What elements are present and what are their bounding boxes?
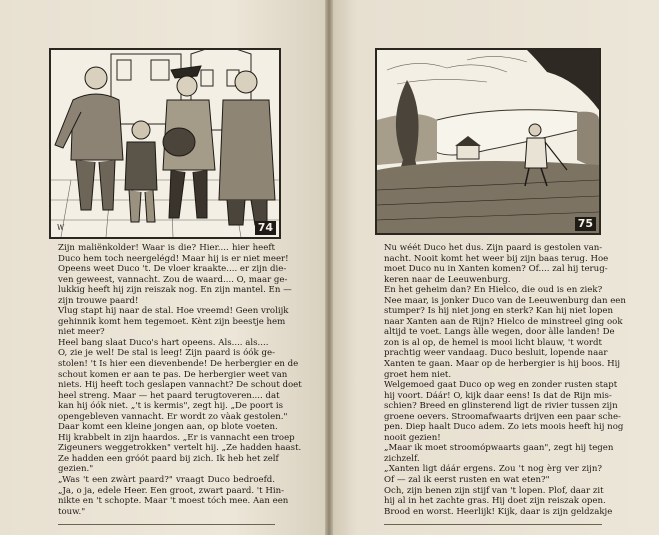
text-line: Vlug stapt hij naar de stal. Hoe vreemd! Geen vrolijk bbox=[58, 306, 289, 317]
text-line: Duco hem toch neergelégd! Maar hij is er niet meer! bbox=[58, 253, 289, 264]
text-line: „Maar ik moet stroomópwaarts gaan", zegt hij tegen bbox=[384, 443, 614, 454]
book-gutter bbox=[325, 0, 333, 535]
text-line: Nu wéét Duco het dus. Zijn paard is gestolen van- bbox=[384, 243, 603, 253]
text-line: schout komen er aan te pas. De herbergier weet van bbox=[58, 369, 288, 380]
text-line: Zijn maliënkolder! Waar is die? Hier.... hier heeft bbox=[58, 243, 275, 253]
plate-number: 75 bbox=[575, 217, 596, 231]
text-line: nikte en 't schopte. Maar 't moest tóch mee. Aan een bbox=[58, 496, 289, 507]
text-line: pen. Diep haalt Duco adem. Zo iets moois heeft hij nog bbox=[384, 422, 624, 433]
text-line: Welgemoed gaat Duco op weg en zonder rusten stapt bbox=[384, 380, 618, 391]
text-line: touw." bbox=[58, 506, 86, 517]
street-scene-drawing bbox=[51, 50, 279, 237]
text-line: En het geheim dan? En Hielco, die oud is en ziek? bbox=[384, 285, 603, 296]
text-line: Ze hadden een gróót paard bij zich. Ik heb het zelf bbox=[58, 453, 279, 464]
text-line: naar Xanten aan de Rijn? Hielco de minstreel ging ook bbox=[384, 316, 623, 327]
text-line: Zigeuners weggetrokken" vertelt hij. „Ze hadden haast. bbox=[58, 443, 302, 454]
text-line: Opeens weet Duco 't. De vloer kraakte.... er zijn die- bbox=[58, 264, 287, 275]
text-line: Och, zijn benen zijn stijf van 't lopen. Plof, daar zit bbox=[384, 485, 604, 496]
text-line: „Was 't een zwàrt paard?" vraagt Duco bedroefd. bbox=[58, 475, 275, 486]
text-line: stolen! 't Is hier een dievenbende! De herbergier en de bbox=[58, 359, 299, 370]
text-line: gehinnik komt hem tegemoet. Kènt zijn beestje hem bbox=[58, 316, 286, 327]
text-line: niet meer? bbox=[58, 327, 105, 338]
text-line: Nee maar, is jonker Duco van de Leeuwenburg dan een bbox=[384, 295, 626, 306]
text-line: zon is al op, de hemel is mooi licht blauw, 't wordt bbox=[384, 337, 602, 348]
text-line: Xanten te gaan. Maar op de herbergier is hij boos. Hij bbox=[384, 359, 621, 370]
text-line: Brood en worst. Heerlijk! Kijk, daar is zijn geldzakje bbox=[384, 506, 613, 517]
text-line: O, zie je wel! De stal is leeg! Zijn paard is óók ge- bbox=[58, 348, 275, 359]
text-line: groene oevers. Stroomafwaarts drijven een paar sche- bbox=[384, 411, 621, 422]
text-line: keren naar de Leeuwenburg. bbox=[384, 274, 511, 285]
text-line: zijn trouwe paard! bbox=[58, 295, 139, 306]
text-line: groet hem niet. bbox=[384, 369, 452, 380]
text-line: altijd te voet. Langs àlle wegen, door àlle landen! De bbox=[384, 327, 615, 338]
text-line: nacht. Nooit komt het weer bij zijn baas terug. Hoe bbox=[384, 253, 609, 264]
text-line: Of — zal ik eerst rusten en wat eten?" bbox=[384, 475, 550, 486]
text-line: ven geweest, vannacht. Zou de waard.... O, maar ge- bbox=[58, 274, 288, 285]
text-line: nooit gezien! bbox=[384, 432, 441, 443]
text-line: kan hij óók niet. „'t is kermis", zegt hij. „De poort is bbox=[58, 401, 284, 412]
text-line: „Xanten ligt dáár ergens. Zou 't nog èrg ver zijn? bbox=[384, 464, 602, 475]
text-line: stumper? Is hij niet jong en sterk? Kan hij niet lopen bbox=[384, 306, 614, 317]
text-line: moet Duco nu in Xanten komen? Of.... zal hij terug- bbox=[384, 264, 608, 275]
text-line: gezien." bbox=[58, 464, 94, 475]
text-line: lukkig heeft hij zijn reiszak nog. En zijn mantel. En — bbox=[58, 285, 292, 296]
river-landscape-drawing bbox=[377, 50, 599, 233]
illustration-plate-74 bbox=[49, 48, 281, 239]
left-page-bottom-rule bbox=[58, 524, 275, 525]
text-line: heel streng. Maar — het paard terugtoveren.... dat bbox=[58, 390, 280, 401]
text-line: hij al in het zachte gras. Hij doet zijn reiszak open. bbox=[384, 496, 606, 507]
text-line: Hij krabbelt in zijn haardos. „Er is vannacht een troep bbox=[58, 432, 295, 443]
right-page-bottom-rule bbox=[384, 524, 602, 525]
text-line: schien? Breed en glinsterend ligt de rivier tussen zijn bbox=[384, 401, 618, 412]
text-line: hij voort. Dáár! O, kijk daar eens! Is dat de Rijn mis- bbox=[384, 390, 612, 401]
right-page-text bbox=[384, 243, 626, 517]
text-line: „Ja, o ja, edele Heer. Een groot, zwart paard. 't Hin- bbox=[58, 485, 285, 496]
text-line: niets. Hij heeft toch geslapen vannacht? De schout doet bbox=[58, 380, 302, 391]
illustration-plate-75 bbox=[375, 48, 601, 235]
text-line: Daar komt een kleine jongen aan, op blote voeten. bbox=[58, 422, 278, 433]
text-line: Heel bang slaat Duco's hart opeens. Als.... als.... bbox=[58, 337, 269, 348]
plate-number: 74 bbox=[255, 221, 276, 235]
text-line: zichzelf. bbox=[384, 453, 420, 464]
artist-signature: W bbox=[57, 224, 65, 232]
text-line: opengebleven vannacht. Er wordt zo vàak gestolen." bbox=[58, 411, 288, 422]
left-page-text bbox=[58, 243, 302, 517]
text-line: prachtig weer vandaag. Duco besluit, lopende naar bbox=[384, 348, 608, 359]
